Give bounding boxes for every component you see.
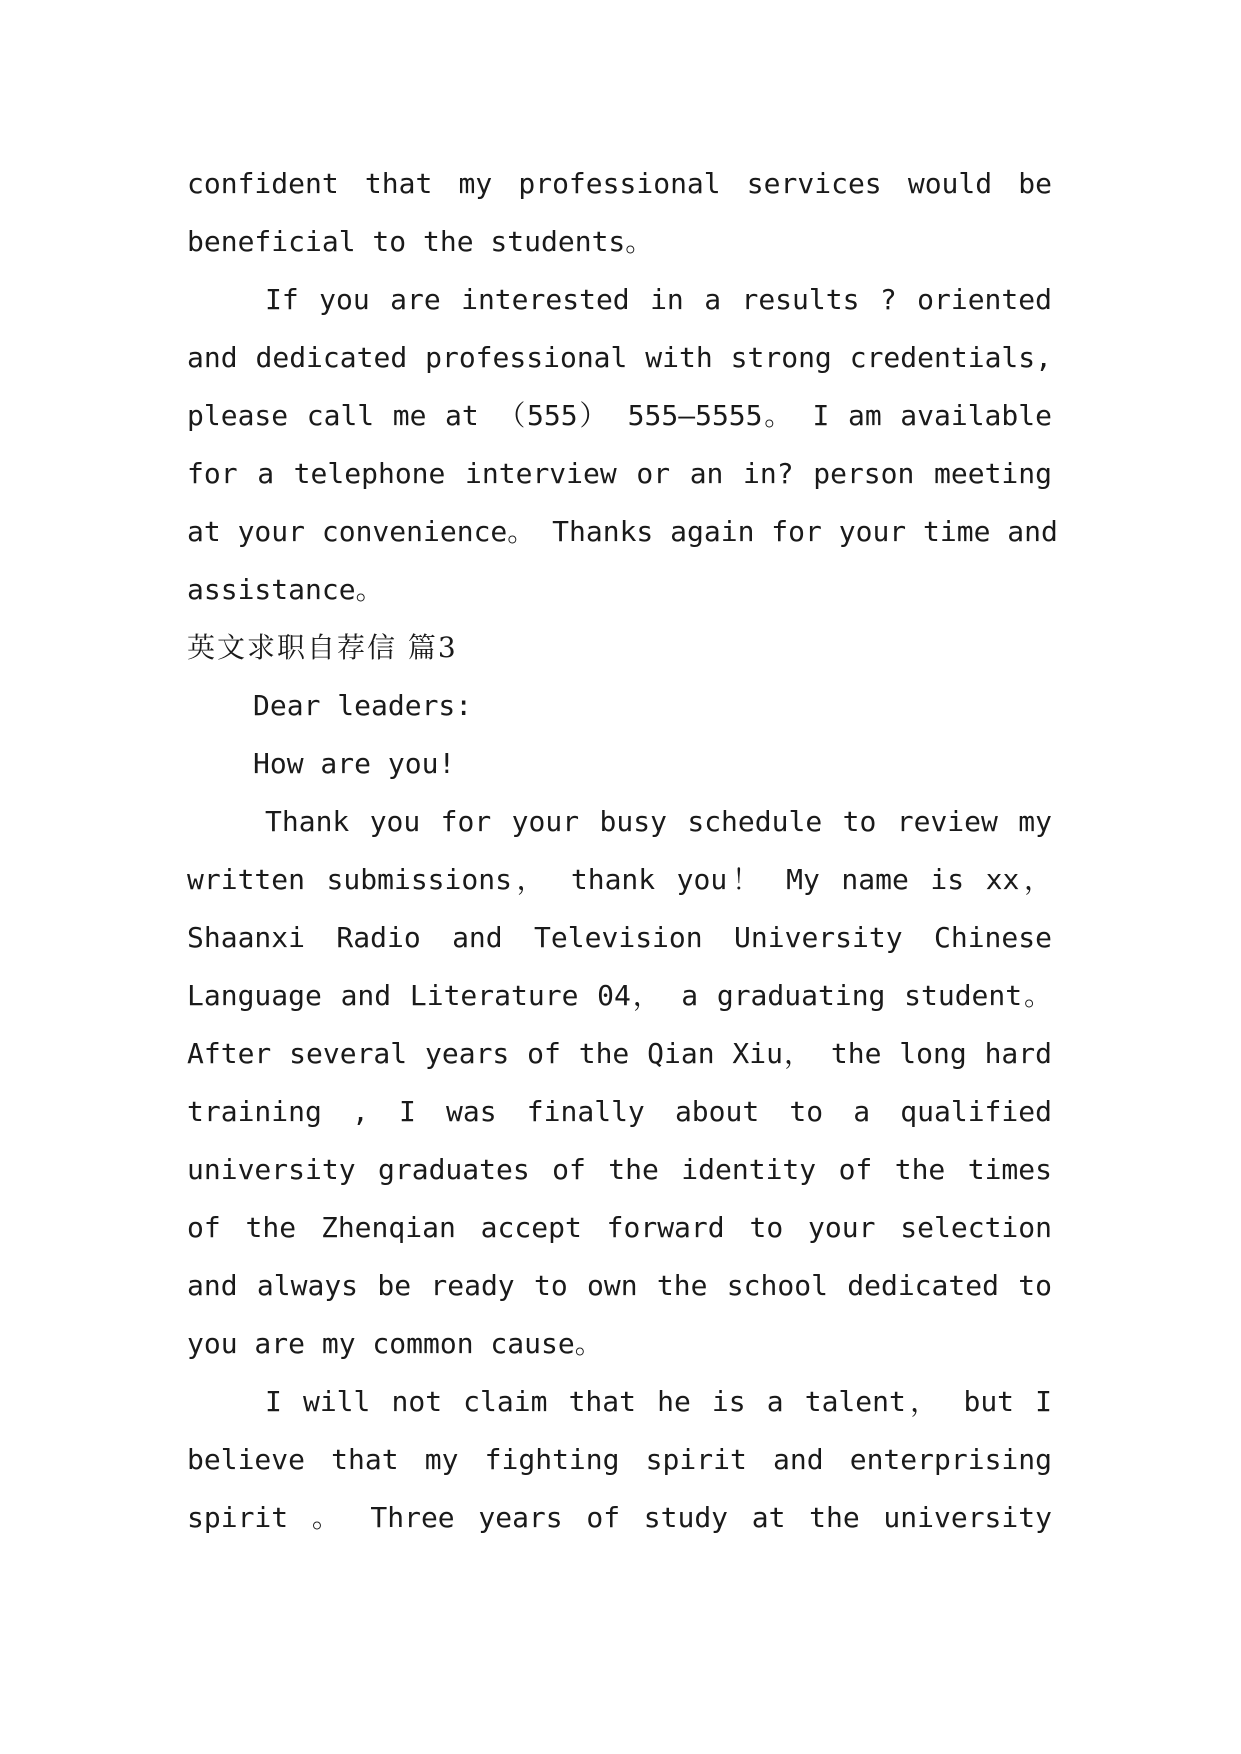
paragraph-2-line-1: If you are interested in a results ? oriented [265,283,1052,316]
salutation: Dear leaders: [253,689,473,722]
paragraph-3-line-9: and always be ready to own the school dedicated to [187,1269,1052,1302]
greeting: How are you! [253,747,456,780]
paragraph-3-line-7: university graduates of the identity of the times [187,1153,1052,1186]
paragraph-3-line-1: Thank you for your busy schedule to review my [265,805,1052,838]
paragraph-4-line-3: spirit 。 Three years of study at the university [187,1501,1052,1534]
paragraph-1-line-1: confident that my professional services would be [187,167,1052,200]
document-body [187,155,1058,1547]
paragraph-2-line-6: assistance。 [187,573,384,606]
paragraph-4-line-1: I will not claim that he is a talent， but I [265,1385,1052,1418]
paragraph-3-line-8: of the Zhenqian accept forward to your selection [187,1211,1052,1244]
paragraph-3-line-5: After several years of the Qian Xiu， the long hard [187,1037,1052,1070]
paragraph-2-line-3: please call me at （555） 555—5555。 I am available [187,399,1052,432]
paragraph-2-line-5: at your convenience。 Thanks again for your time and [187,515,1058,548]
paragraph-2-line-2: and dedicated professional with strong credentials, [187,341,1052,374]
paragraph-1-line-2: beneficial to the students。 [187,225,654,258]
paragraph-3-line-6: training , I was finally about to a qualified [187,1095,1052,1128]
paragraph-2-line-4: for a telephone interview or an in? person meeting [187,457,1052,490]
paragraph-3-line-2: written submissions， thank you！ My name is xx， [187,863,1052,896]
paragraph-3-line-10: you are my common cause。 [187,1327,603,1360]
paragraph-3-line-3: Shaanxi Radio and Television University Chinese [187,921,1052,954]
paragraph-4-line-2: believe that my fighting spirit and enterprising [187,1443,1052,1476]
paragraph-3-line-4: Language and Literature 04， a graduating student。 [187,979,1052,1012]
section-heading: 英文求职自荐信 篇3 [187,631,458,664]
